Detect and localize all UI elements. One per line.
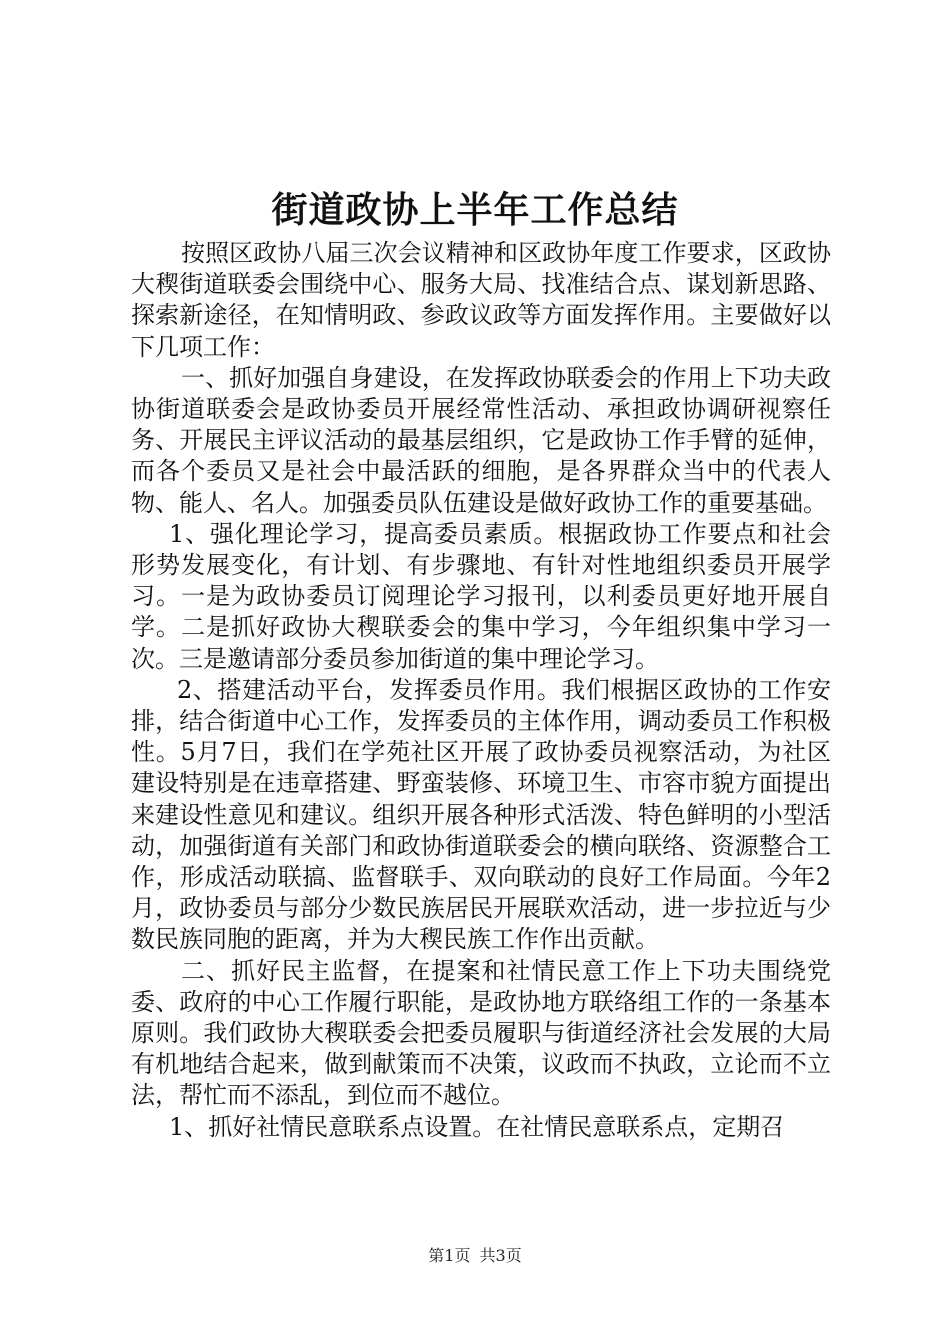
page-number-total: 共3页 xyxy=(479,1246,522,1265)
document-body xyxy=(131,238,831,1143)
paragraph-section-two: 二、抓好民主监督，在提案和社情民意工作上下功夫围绕党委、政府的中心工作履行职能，是政协地方联络组工作的一条基本原则。我们政协大稧联委会把委员履职与街道经济社会发展的大局有机地结合起来，做到献策而不决策，议政而不执政，立论而不立法，帮忙而不添乱，到位而不越位。 xyxy=(131,956,831,1110)
page-footer xyxy=(0,1245,950,1267)
paragraph-section-one: 一、抓好加强自身建设，在发挥政协联委会的作用上下功夫政协街道联委会是政协委员开展经常性活动、承担政协调研视察任务、开展民主评议活动的最基层组织，它是政协工作手臂的延伸，而各个委员又是社会中最活跃的细胞，是各界群众当中的代表人物、能人、名人。加强委员队伍建设是做好政协工作的重要基础。 xyxy=(131,363,831,517)
paragraph-item-1-1: 1、强化理论学习，提高委员素质。根据政协工作要点和社会形势发展变化，有计划、有步骤地、有针对性地组织委员开展学习。一是为政协委员订阅理论学习报刊，以利委员更好地开展自学。二是抓好政协大稧联委会的集中学习，今年组织集中学习一次。三是邀请部分委员参加街道的集中理论学习。 xyxy=(131,519,831,673)
paragraph-intro: 按照区政协八届三次会议精神和区政协年度工作要求，区政协大稧街道联委会围绕中心、服务大局、找准结合点、谋划新思路、探索新途径，在知情明政、参政议政等方面发挥作用。主要做好以下几项工作： xyxy=(131,239,831,361)
paragraph-item-2-1: 1、抓好社情民意联系点设置。在社情民意联系点，定期召 xyxy=(169,1112,785,1141)
document-title: 街道政协上半年工作总结 xyxy=(271,189,679,231)
page-number-current: 第1页 xyxy=(428,1246,471,1265)
paragraph-item-1-2: 2、搭建活动平台，发挥委员作用。我们根据区政协的工作安排，结合街道中心工作，发挥委员的主体作用，调动委员工作积极性。5月7日，我们在学苑社区开展了政协委员视察活动，为社区建设特别是在违章搭建、野蛮装修、环境卫生、市容市貌方面提出来建设性意见和建议。组织开展各种形式活泼、特色鲜明的小型活动，加强街道有关部门和政协街道联委会的横向联络、资源整合工作，形成活动联搞、监督联手、双向联动的良好工作局面。今年2月，政协委员与部分少数民族居民开展联欢活动，进一步拉近与少数民族同胞的距离，并为大稧民族工作作出贡献。 xyxy=(131,675,831,954)
